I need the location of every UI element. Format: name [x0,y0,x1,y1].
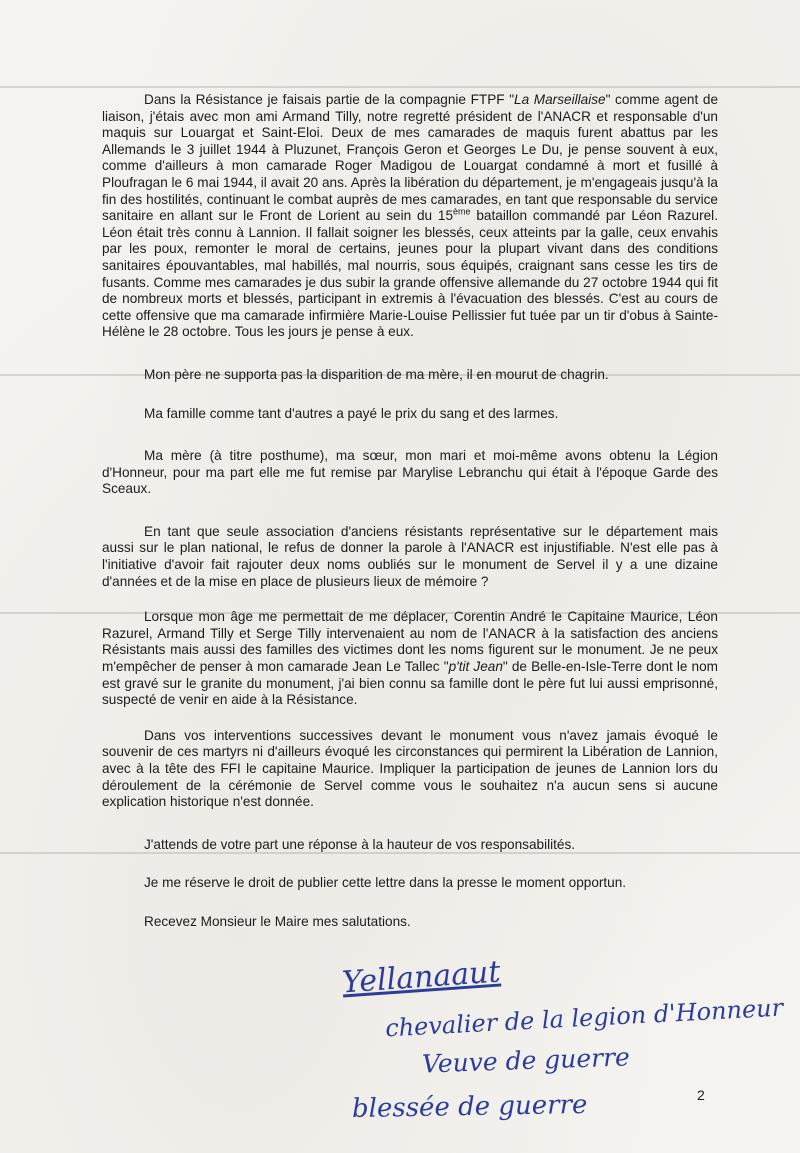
text-run-italic: La Marseillaise [514,92,606,107]
page-number: 2 [697,1087,705,1103]
paragraph-monument: Dans vos interventions successives devant le monument vous n'avez jamais évoqué le souvenir de ces martyrs ni d'ailleurs évoqué les circonstances qui permirent la Libération de Lannion, avec à la tête des FFI le capitaine Maurice. Impliquer la participation de jeunes de Lannion lors du déroulement de la cérémonie de Servel comme vous le souhaitez n'a aucun sens si aucune explication historique n'est donnée. [102,727,718,810]
letter-body [102,92,718,931]
handwritten-title-veuve: Veuve de guerre [421,1042,631,1079]
text-run: " comme agent de liaison, j'étais avec mon ami Armand Tilly, notre regretté président de l'ANACR et responsable d'un maquis sur Louargat et Saint-Eloi. Deux de mes camarades de maquis furent abattus par les Allemands le 3 juillet 1944 à Pluzunet, François Geron et Georges Le Du, je pense souvent à eux, comme d'ailleurs à mon camarade Roger Madigou de Louargat condamné à mort et fusillé à Ploufragan le 6 mai 1944, il avait 20 ans. Après la libération du département, je m'engageais jusqu'à la fin des hostilités, continuant le combat auprès de mes camarades, en tant que responsable du service sanitaire en allant sur le Front de Lorient au sein du 15 [102,92,719,224]
paragraph-closing: Recevez Monsieur le Maire mes salutations. [144,913,411,929]
text-run: Dans la Résistance je faisais partie de la compagnie FTPF " [144,92,515,107]
superscript: ème [453,206,471,217]
text-run: " de Belle-en-Isle-Terre dont le nom est gravé sur le granite du monument, j'ai bien connu sa famille dont le père fut lui aussi emprisonné, suspecté de venir en aide à la Résistance. [102,659,719,708]
handwritten-signature: Yellanaaut [340,954,502,1001]
text-run: Lorsque mon âge me permettait de me déplacer, Corentin André le Capitaine Maurice, Léon Razurel, Armand Tilly et Serge Tilly intervenaient au nom de l'ANACR à la satisfaction des anciens Résistants mais aussi des familles des victimes dont les noms figurent sur le monument. Je ne peux m'empêcher de penser à mon camarade Jean Le Tallec " [102,609,718,675]
paragraph-family: Ma famille comme tant d'autres a payé le prix du sang et des larmes. [144,405,559,421]
paragraph-publish: Je me réserve le droit de publier cette lettre dans la presse le moment opportun. [144,875,627,891]
text-run: bataillon commandé par Léon Razurel. Léon était très connu à Lannion. Il fallait soigner les blessés, ceux atteints par la galle, ceux envahis par les poux, remonter le moral de certains, jeunes pour la plupart vivant dans des conditions sanitaires épouvantables, mal habillés, mal nourris, sous équipés, craignant sans cesse les tirs de fusants. Comme mes camarades je dus subir la grande offensive allemande du 27 octobre 1944 qui fit de nombreux morts et blessés, participant in extremis à l'évacuation des blessés. C'est au cours de cette offensive que ma camarade infirmière Marie-Louise Pellissier fut tuée par un tir d'obus à Sainte-Hélène le 28 octobre. Tous les jours je pense à eux. [102,208,718,340]
paragraph-legion-honneur: Ma mère (à titre posthume), ma sœur, mon mari et moi-même avons obtenu la Légion d'Honneur, pour ma part elle me fut remise par Marylise Lebranchu qui était à l'époque Garde des Sceaux. [102,448,718,497]
paragraph-response: J'attends de votre part une réponse à la hauteur de vos responsabilités. [144,836,576,852]
paragraph-interventions [102,609,718,709]
handwritten-title-blessee: blessée de guerre [351,1089,588,1125]
text-run-italic: p'tit Jean [448,659,503,675]
paragraph-father: Mon père ne supporta pas la disparition de ma mère, il en mourut de chagrin. [144,366,609,382]
paragraph-anacr: En tant que seule association d'anciens résistants représentative sur le département mais aussi sur le plan national, le refus de donner la parole à l'ANACR est injustifiable. N'est elle pas à l'initiative d'avoir fait rajouter deux noms oubliés sur le monument de Servel il y a une dizaine d'années et de la mise en place de plusieurs lieux de mémoire ? [102,523,718,589]
paper-fold-line [0,86,800,88]
handwritten-title-chevalier: chevalier de la legion d'Honneur [384,993,784,1043]
paragraph-resistance [102,92,718,341]
